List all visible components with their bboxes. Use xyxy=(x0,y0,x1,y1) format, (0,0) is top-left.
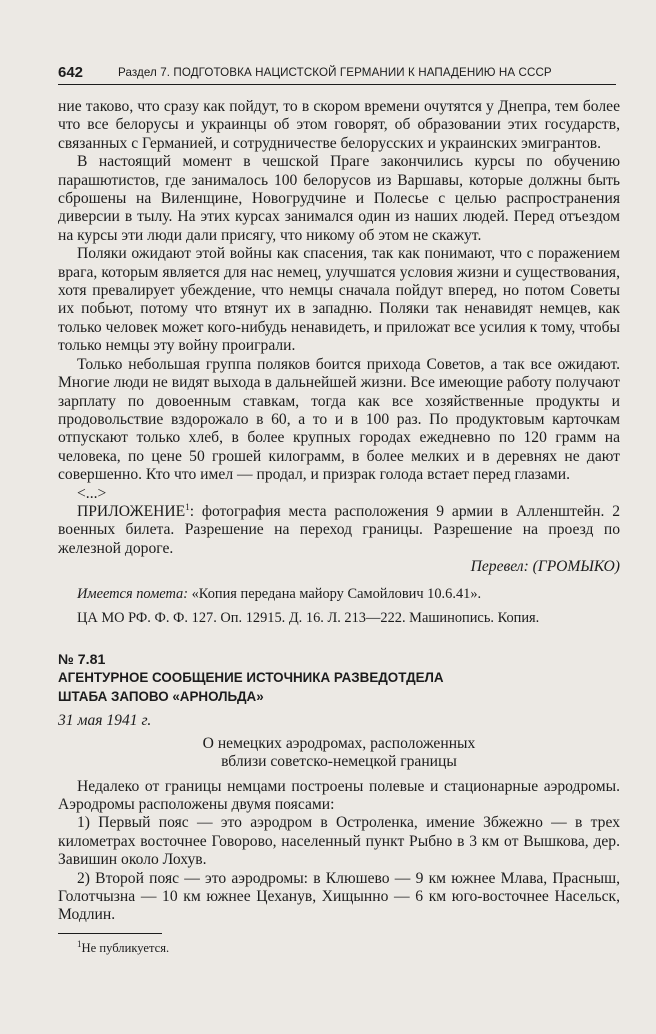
footnote-ref: 1 xyxy=(185,501,190,512)
appendix-label: ПРИЛОЖЕНИЕ xyxy=(77,502,186,520)
translator-signature: Перевел: (ГРОМЫКО) xyxy=(470,558,620,576)
paragraph-living-conditions: Только небольшая группа поляков боится прихода Советов, а так все ожидают. Многие люди не видят выхода в дальнейшей жизни. Все имеющие работу получают зарплату по довоенным ставкам, тогда как все хозяйственные продукты и продовольствие вздорожало в 60, а то и в 100 раз. По продуктовым карточкам отпускают только хлеб, в более крупных городах ежедневно по 120 грамм на человека, по цене 50 грошей килограмм, в более мелких и в деревнях не дают совершенно. Кто что имел — продал, и призрак голода встает перед глазами. xyxy=(58,355,620,484)
subject-line2: вблизи советско-немецкой границы xyxy=(221,753,457,771)
mark-note xyxy=(58,585,620,603)
paragraph-poles-expect-war: Поляки ожидают этой войны как спасения, так как понимают, что с поражением врага, которым является для нас немец, улучшатся условия жизни и существования, хотя превалирует убеждение, что немцы сначала пойдут вперед, но потом Советы их побьют, потому что втянут их в западню. Поляки так ненавидят немцев, как только человек может кого-нибудь ненавидеть, и приложат все усилия к тому, чтобы только немцы эту войну проиграли. xyxy=(58,245,620,355)
subject-line1: О немецких аэродромах, расположенных xyxy=(202,734,476,752)
document-subject xyxy=(58,735,620,772)
paragraph-parachutists: В настоящий момент в чешской Праге закончились курсы по обучению парашютистов, где занималось 100 белорусов из Варшавы, которые должны быть сброшены на Виленщине, Новогрудчине и Полесье с целью распространения диверсии в тылу. На этих курсах занимался один из наших людей. Перед отъездом на курсы эти люди дали присягу, что никому об этом не скажут. xyxy=(58,153,620,244)
document-heading-line2: ШТАБА ЗАПОВО «АРНОЛЬДА» xyxy=(58,688,264,704)
document-heading-line1: АГЕНТУРНОЕ СООБЩЕНИЕ ИСТОЧНИКА РАЗВЕДОТДЕЛА xyxy=(58,670,444,686)
paragraph-first-belt: 1) Первый пояс — это аэродром в Остроленка, имение Збжежно — в трех километрах восточнее Говорово, населенный пункт Рыбно в 3 км от Вышкова, дер. Завишин около Лохув. xyxy=(58,814,620,869)
footnote-marker: 1 xyxy=(77,938,82,949)
paragraph-airfields-intro: Недалеко от границы немцами построены полевые и стационарные аэродромы. Аэродромы расположены двумя поясами: xyxy=(58,777,620,813)
appendix-text: : фотография места расположения 9 армии в Алленштейн. 2 военных билета. Разрешение на переход границы. Разрешение на проезд по железной дороге. xyxy=(58,502,620,557)
document-number: № 7.81 xyxy=(58,651,106,668)
page-number: 642 xyxy=(58,64,84,81)
page-header xyxy=(58,60,616,85)
page-content xyxy=(58,98,620,956)
running-head: Раздел 7. ПОДГОТОВКА НАЦИСТСКОЙ ГЕРМАНИИ К НАПАДЕНИЮ НА СССР xyxy=(118,66,552,79)
ellipsis: <...> xyxy=(77,484,107,502)
footnote-divider xyxy=(58,933,162,934)
archive-reference: ЦА МО РФ. Ф. Ф. 127. Оп. 12915. Д. 16. Л. 213—222. Машинопись. Копия. xyxy=(77,609,540,626)
footnote xyxy=(58,940,620,956)
paragraph-continuation: ние таково, что сразу как пойдут, то в скором времени очутятся у Днепра, тем более что все белорусы и украинцы об этом говорят, об образовании этих государств, связанных с Германией, и сотрудничестве белорусских и украинских эмигрантов. xyxy=(58,98,620,152)
mark-label: Имеется помета: xyxy=(77,585,189,602)
paragraph-second-belt: 2) Второй пояс — это аэродромы: в Клюшево — 9 км южнее Млава, Прасныш, Голотчызна — 10 км южнее Цеханув, Хищынно — 6 км юго-восточнее Насельск, Модлин. xyxy=(58,869,620,924)
appendix xyxy=(58,503,620,558)
document-date: 31 мая 1941 г. xyxy=(58,712,152,730)
footnote-text: Не публикуется. xyxy=(81,940,170,955)
mark-text: «Копия передана майору Самойлович 10.6.41». xyxy=(188,585,482,602)
